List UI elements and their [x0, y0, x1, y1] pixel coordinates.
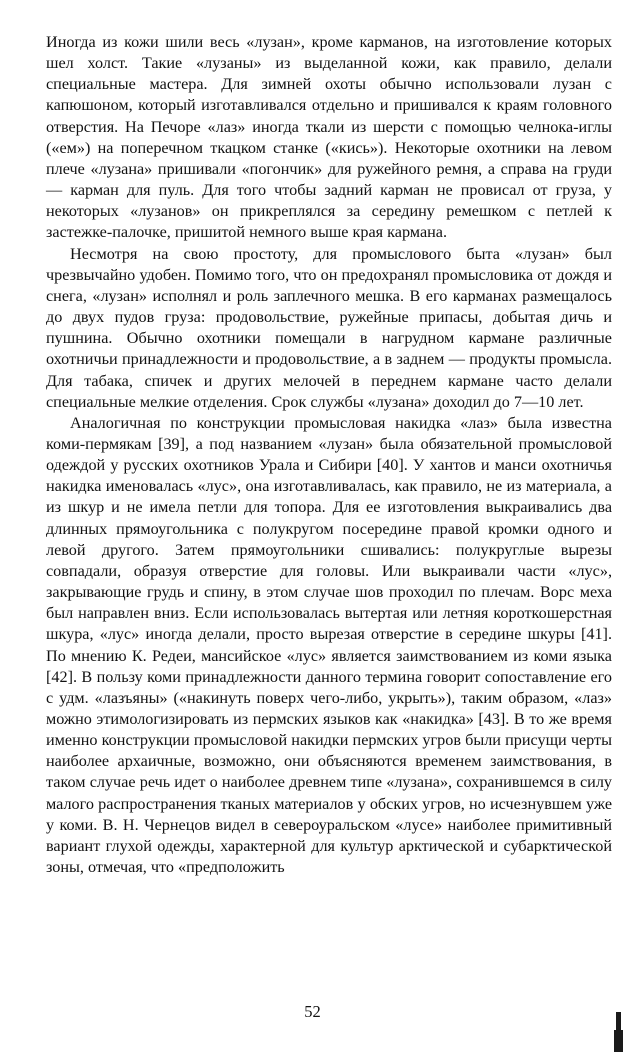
scan-edge-mark [614, 1030, 623, 1052]
page-number: 52 [304, 1002, 321, 1021]
paragraph-2: Несмотря на свою простоту, для промыслового быта «лузан» был чрезвычайно удобен. Помимо того, что он предохранял промысловика от дождя и снега, «лузан» исполнял и роль заплечного мешка. В его карманах размещалось до двух пудов груза: продовольствие, ружейные припасы, добытая дичь и пушнина. Обычно охотники помещали в нагрудном кармане различные охотничьи принадлежности и продовольствие, а в заднем — продукты промысла. Для табака, спичек и других мелочей в переднем кармане часто делали специальные мелкие отделения. Срок службы «лузана» доходил до 7—10 лет. [46, 244, 612, 411]
body-text [46, 32, 612, 878]
paragraph-3: Аналогичная по конструкции промысловая накидка «лаз» была известна коми-пермякам [39], а под названием «лузан» была обязательной промысловой одеждой у русских охотников Урала и Сибири [40]. У хантов и манси охотничья накидка именовалась «лус», она изготавливалась, как правило, не из материала, а из шкур и не имела петли для топора. Для ее изготовления выкраивались два длинных прямоугольника с полукругом посередине правой кромки одного и левой другого. Затем прямоугольники сшивались: полукруглые вырезы совпадали, образуя отверстие для головы. Или выкраивали части «лус», закрывающие грудь и спину, в этом случае шов проходил по плечам. Ворс меха был направлен вниз. Если использовалась вытертая или летняя короткошерстная шкура, «лус» иногда делали, просто вырезая отверстие в середине шкуры [41]. По мнению К. Редеи, мансийское «лус» является заимствованием из коми языка [42]. В пользу коми принадлежности данного термина говорит сопоставление его с удм. «лазъяны» («накинуть поверх чего-либо, укрыть»), таким образом, «лаз» можно этимологизировать из пермских языков как «накидка» [43]. В то же время именно конструкции промысловой накидки пермских угров были присущи черты наиболее архаичные, возможно, они объясняются временем заимствования, в таком случае речь идет о наиболее древнем типе «лузана», сохранившемся в силу малого распространения тканых материалов у обских угров, но исчезнувшем уже у коми. В. Н. Чернецов видел в североуральском «лусе» наиболее примитивный вариант глухой одежды, характерной для культур арктической и субарктической зоны, отмечая, что «предположить [46, 413, 612, 877]
paragraph-1: Иногда из кожи шили весь «лузан», кроме карманов, на изготовление которых шел холст. Такие «лузаны» из выделанной кожи, как правило, делали специальные мастера. Для зимней охоты обычно использовали лузан с капюшоном, который изготавливался отдельно и пришивался к краям головного отверстия. На Печоре «лаз» иногда ткали из шерсти с помощью челнока-иглы («ем») на поперечном ткацком станке («кись»). Некоторые охотники на левом плече «лузана» пришивали «погончик» для ружейного ремня, а справа на груди — карман для пуль. Для того чтобы задний карман не провисал от груза, у некоторых «лузанов» он прикреплялся за середину ремешком с петлей к застежке-палочке, пришитой немного выше края кармана. [46, 33, 612, 242]
